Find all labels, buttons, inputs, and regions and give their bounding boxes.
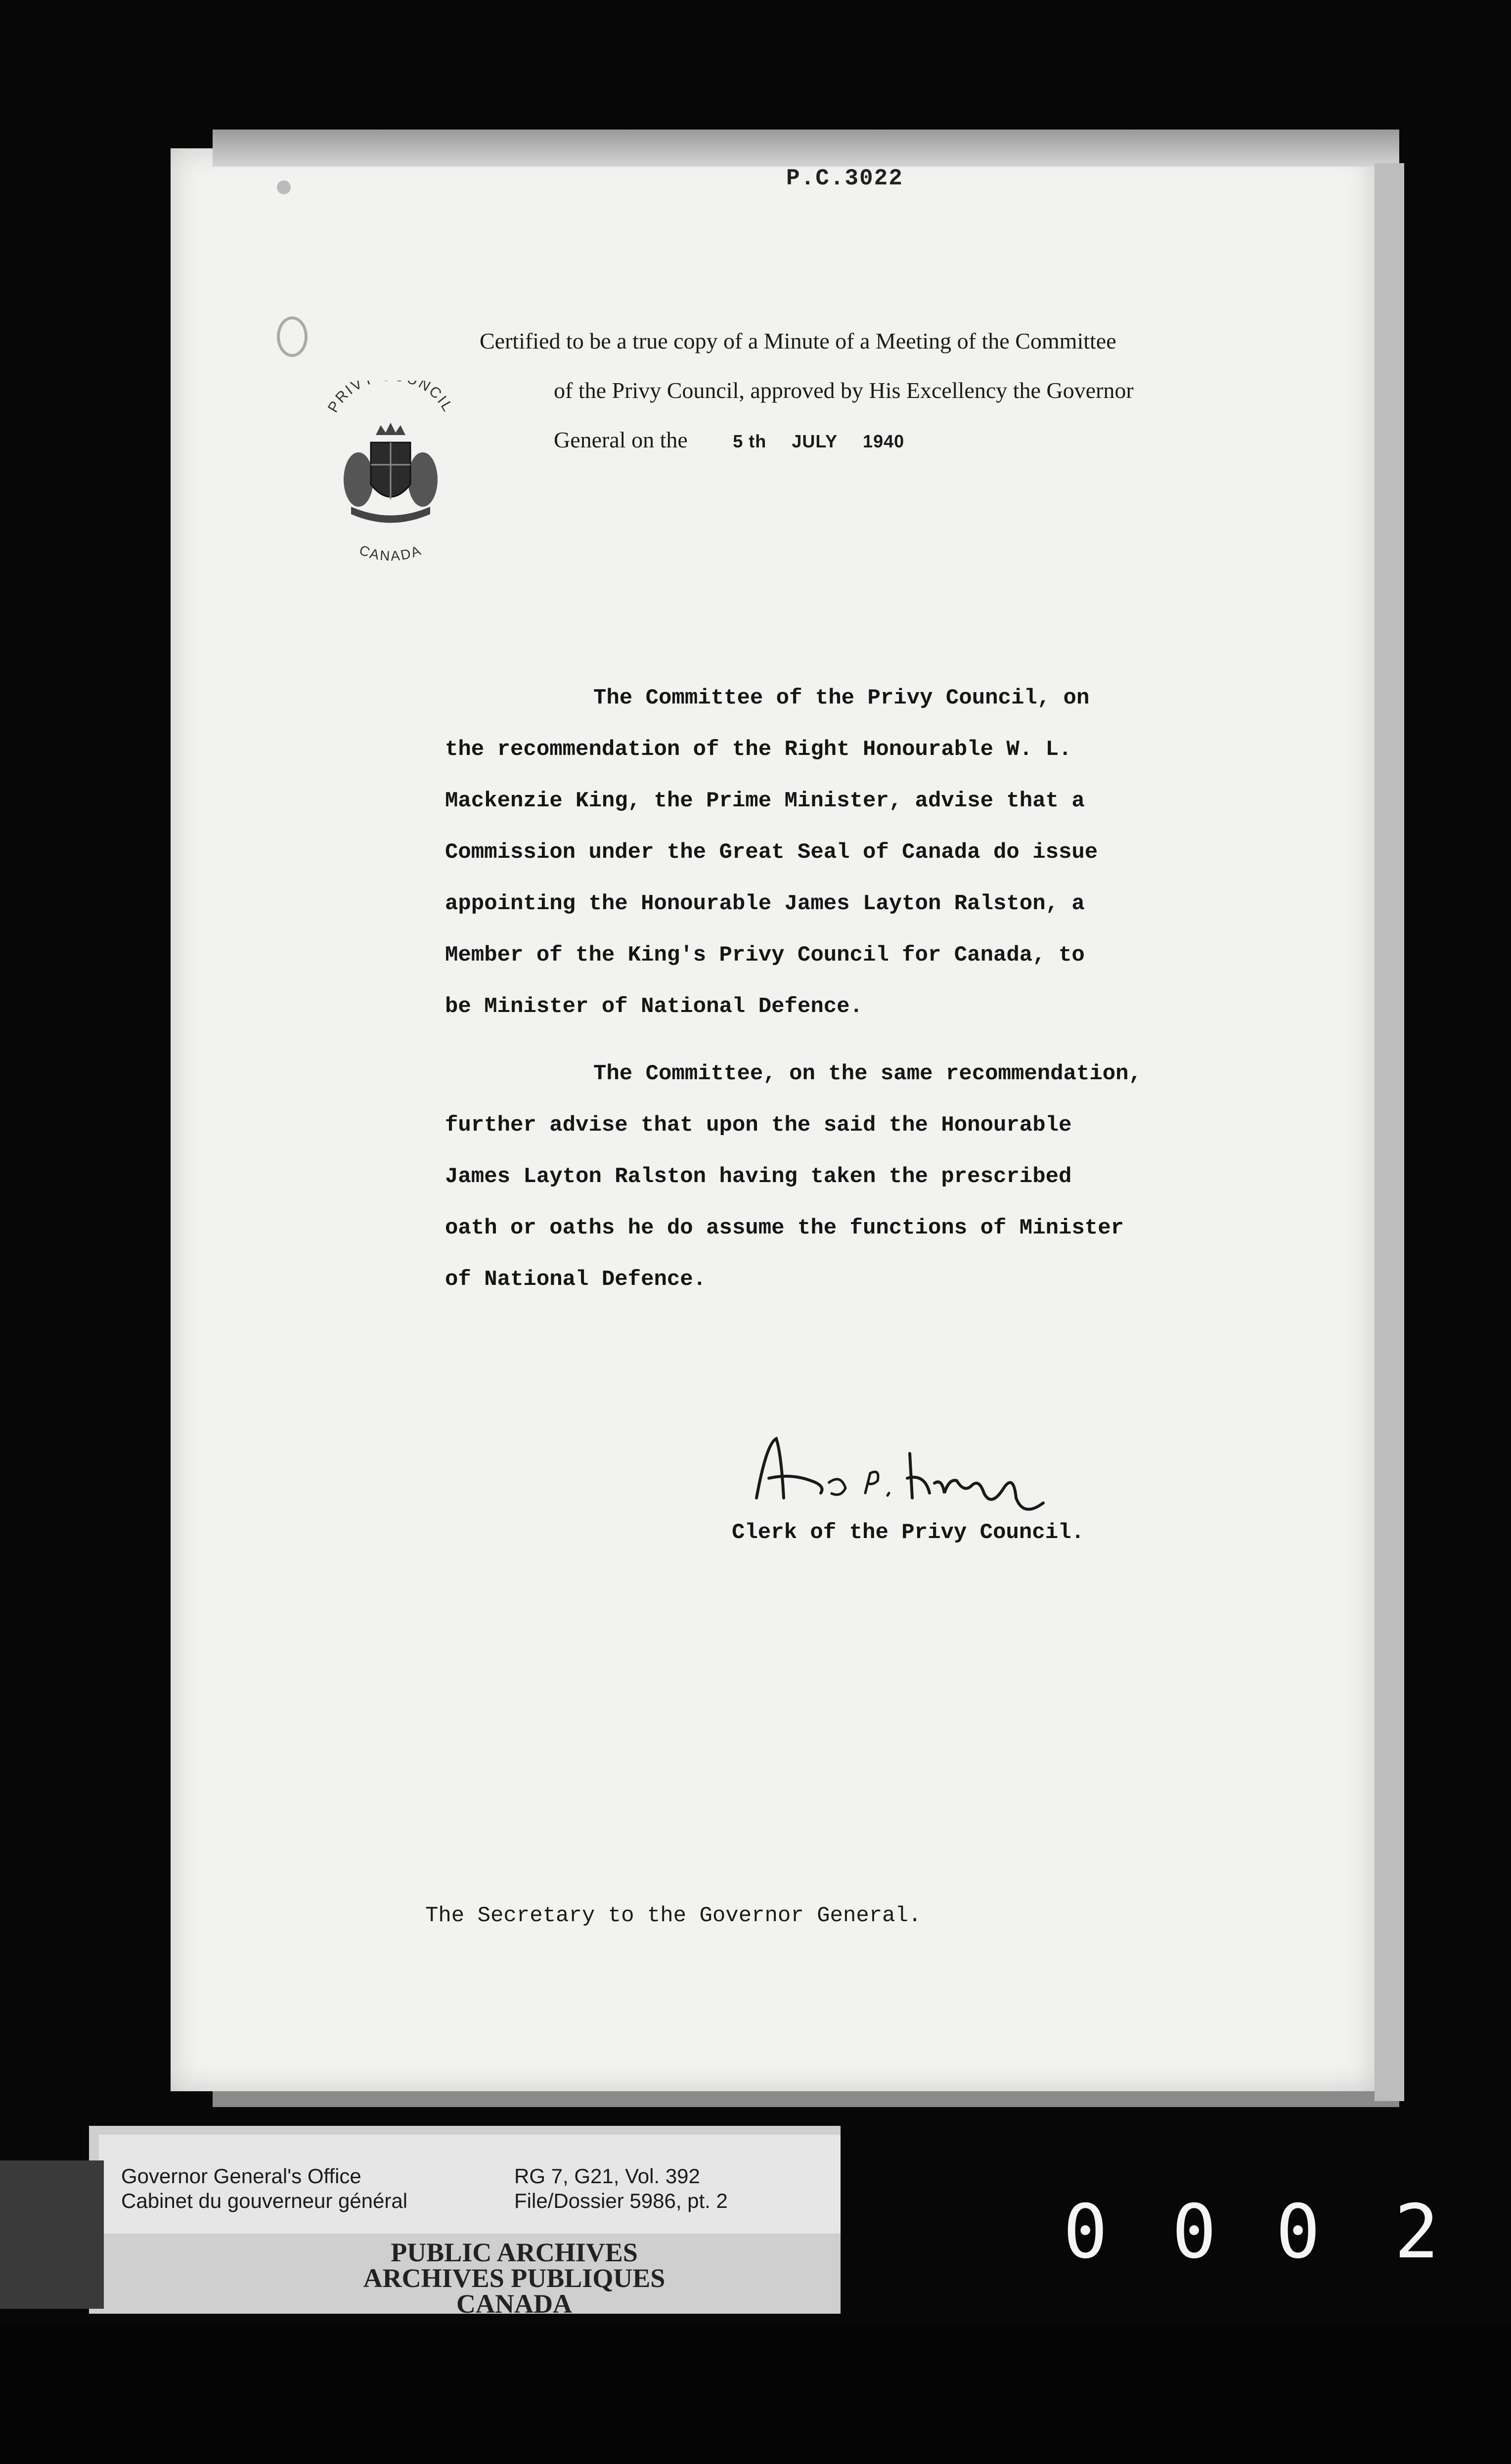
paragraph-1-line: appointing the Honourable James Layton Ralston, a: [445, 891, 1085, 916]
addressee: The Secretary to the Governor General.: [425, 1903, 922, 1928]
paragraph-1-line: The Committee of the Privy Council, on: [593, 686, 1090, 710]
paragraph-1-line: the recommendation of the Right Honourable W. L.: [445, 737, 1072, 762]
office-english: Governor General's Office: [121, 2164, 361, 2188]
certification-line-3: [480, 415, 1330, 466]
coat-of-arms-icon: [316, 381, 465, 578]
archives-line-3: CANADA: [456, 2289, 572, 2319]
certification-line-2: of the Privy Council, approved by His Excellency the Governor: [554, 378, 1134, 403]
paragraph-1-line: Member of the King's Privy Council for Canada, to: [445, 943, 1085, 968]
certification-text: [480, 316, 1330, 466]
paragraph-2-line: oath or oaths he do assume the functions of Minister: [445, 1216, 1124, 1240]
punch-hole-mark: [277, 316, 308, 357]
certification-line-1: Certified to be a true copy of a Minute of a Meeting of the Committee: [480, 328, 1116, 353]
privy-council-seal: [316, 381, 465, 578]
paragraph-2-line: of National Defence.: [445, 1267, 707, 1292]
seal-top-text: PRIV NCIL: [324, 381, 457, 416]
pc-number: P.C.3022: [786, 166, 903, 191]
handwritten-signature: [747, 1424, 1073, 1523]
archives-stamp: [237, 2240, 791, 2317]
paper-mark: [277, 180, 291, 194]
frame-counter-digit: 2: [1394, 2189, 1439, 2275]
svg-text:CANADA: [357, 542, 424, 564]
paragraph-2: [445, 1048, 1236, 1305]
paragraph-1-line: Mackenzie King, the Prime Minister, advise that a: [445, 789, 1085, 813]
file-reference: File/Dossier 5986, pt. 2: [514, 2189, 728, 2212]
signatory-title: Clerk of the Privy Council.: [732, 1520, 1084, 1545]
office-french: Cabinet du gouverneur général: [121, 2189, 408, 2212]
date-month: JULY: [792, 431, 838, 451]
sheet-right-edge: [1375, 163, 1404, 2101]
paragraph-1-line: be Minister of National Defence.: [445, 994, 863, 1019]
seal-bottom-text: CANADA: [357, 542, 424, 564]
paragraph-1-line: Commission under the Great Seal of Canada do issue: [445, 840, 1098, 865]
page-top-edge: [213, 130, 1399, 167]
certification-line-3-prefix: General on the: [554, 427, 688, 452]
frame-counter-digit: 0: [1172, 2189, 1217, 2275]
date-day: 5 th: [733, 431, 767, 451]
stamped-date: [733, 417, 924, 466]
film-border: [0, 2324, 1511, 2464]
paragraph-2-line: The Committee, on the same recommendation,: [593, 1061, 1142, 1086]
archives-line-1: PUBLIC ARCHIVES: [391, 2238, 638, 2267]
archives-line-2: ARCHIVES PUBLIQUES: [363, 2263, 666, 2293]
paragraph-1: [445, 672, 1236, 1032]
record-group-reference: RG 7, G21, Vol. 392: [514, 2164, 700, 2188]
archive-label-shadow: [0, 2160, 104, 2309]
signature-icon: [747, 1424, 1073, 1523]
date-year: 1940: [863, 431, 905, 451]
frame-counter-digit: 0: [1276, 2189, 1321, 2275]
paragraph-2-line: James Layton Ralston having taken the prescribed: [445, 1164, 1072, 1189]
paragraph-2-line: further advise that upon the said the Honourable: [445, 1113, 1072, 1138]
svg-text:PRIVY COUNCIL: [325, 381, 456, 415]
frame-counter-digit: 0: [1063, 2189, 1108, 2275]
